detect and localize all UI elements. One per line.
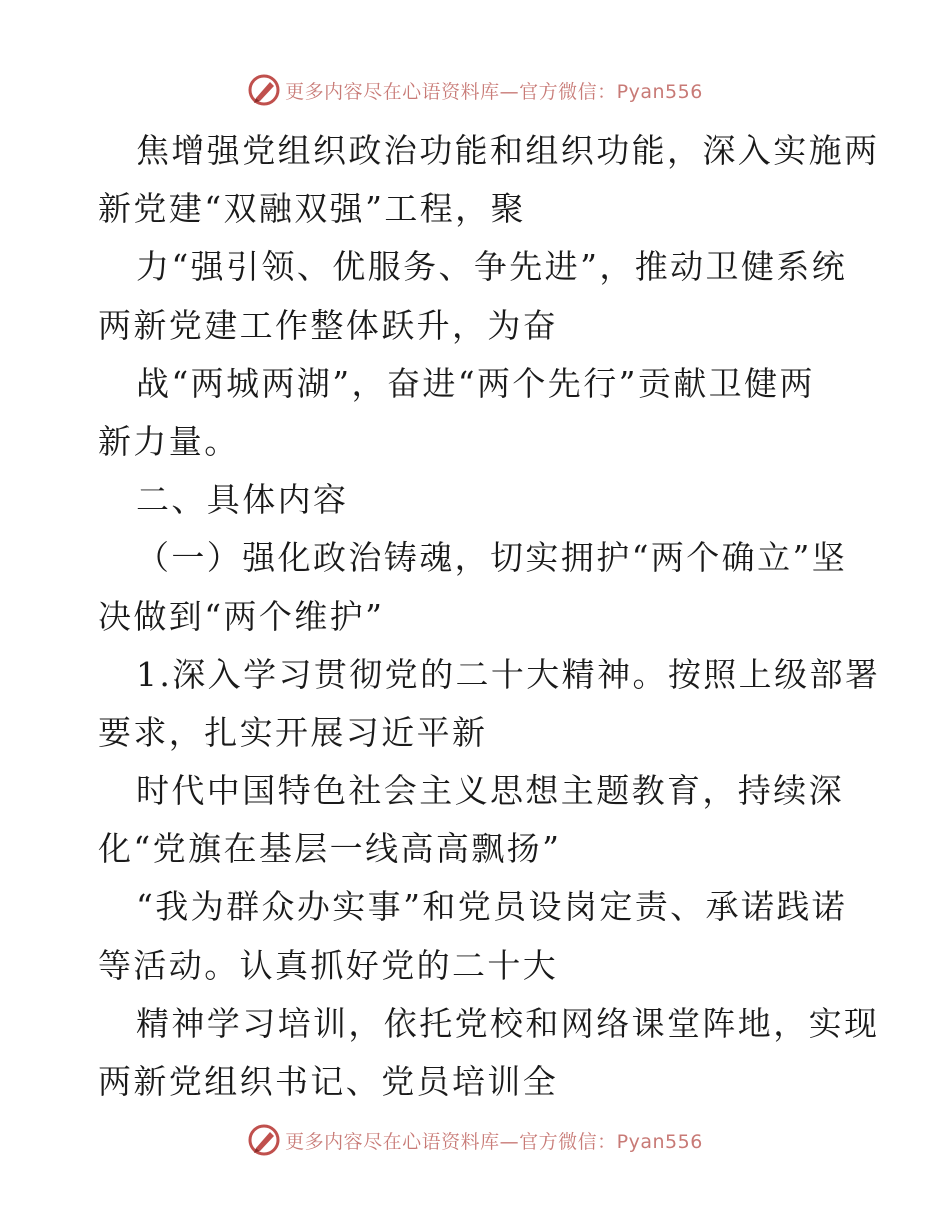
pen-circle-logo-icon (247, 73, 281, 107)
text-line: 1.深入学习贯彻党的二十大精神。按照上级部署 (136, 654, 881, 694)
subsection-heading: （一）强化政治铸魂，切实拥护“两个确立”坚 (136, 538, 848, 578)
text-line: 新力量。 (98, 421, 240, 461)
watermark-text: 更多内容尽在心语资料库—官方微信：Pyan556 (285, 1130, 703, 1153)
text-line: 两新党建工作整体跃升，为奋 (98, 305, 559, 345)
text-line: 新党建“双融双强”工程，聚 (98, 189, 526, 229)
text-line: 决做到“两个维护” (98, 596, 385, 636)
text-line: 精神学习培训，依托党校和网络课堂阵地，实现 (136, 1003, 880, 1043)
text-line: 战“两城两湖”，奋进“两个先行”贡献卫健两 (136, 363, 815, 403)
text-line: 两新党组织书记、党员培训全 (98, 1062, 559, 1101)
text-line: 化“党旗在基层一线高高飘扬” (98, 829, 562, 869)
pen-circle-logo-icon (247, 1123, 281, 1157)
text-line: 时代中国特色社会主义思想主题教育，持续深 (136, 771, 844, 811)
header-watermark-banner (0, 70, 950, 110)
text-line: 焦增强党组织政治功能和组织功能，深入实施两 (136, 131, 880, 170)
text-line: 要求，扎实开展习近平新 (98, 712, 488, 752)
watermark-text: 更多内容尽在心语资料库—官方微信：Pyan556 (285, 80, 703, 103)
document-body (98, 122, 881, 1111)
section-heading: 二、具体内容 (136, 480, 349, 520)
text-line: “我为群众办实事”和党员设岗定责、承诺践诺 (136, 887, 848, 927)
text-line: 力“强引领、优服务、争先进”，推动卫健系统 (136, 247, 848, 287)
footer-watermark-banner (0, 1120, 950, 1160)
text-line: 等活动。认真抓好党的二十大 (98, 945, 559, 985)
